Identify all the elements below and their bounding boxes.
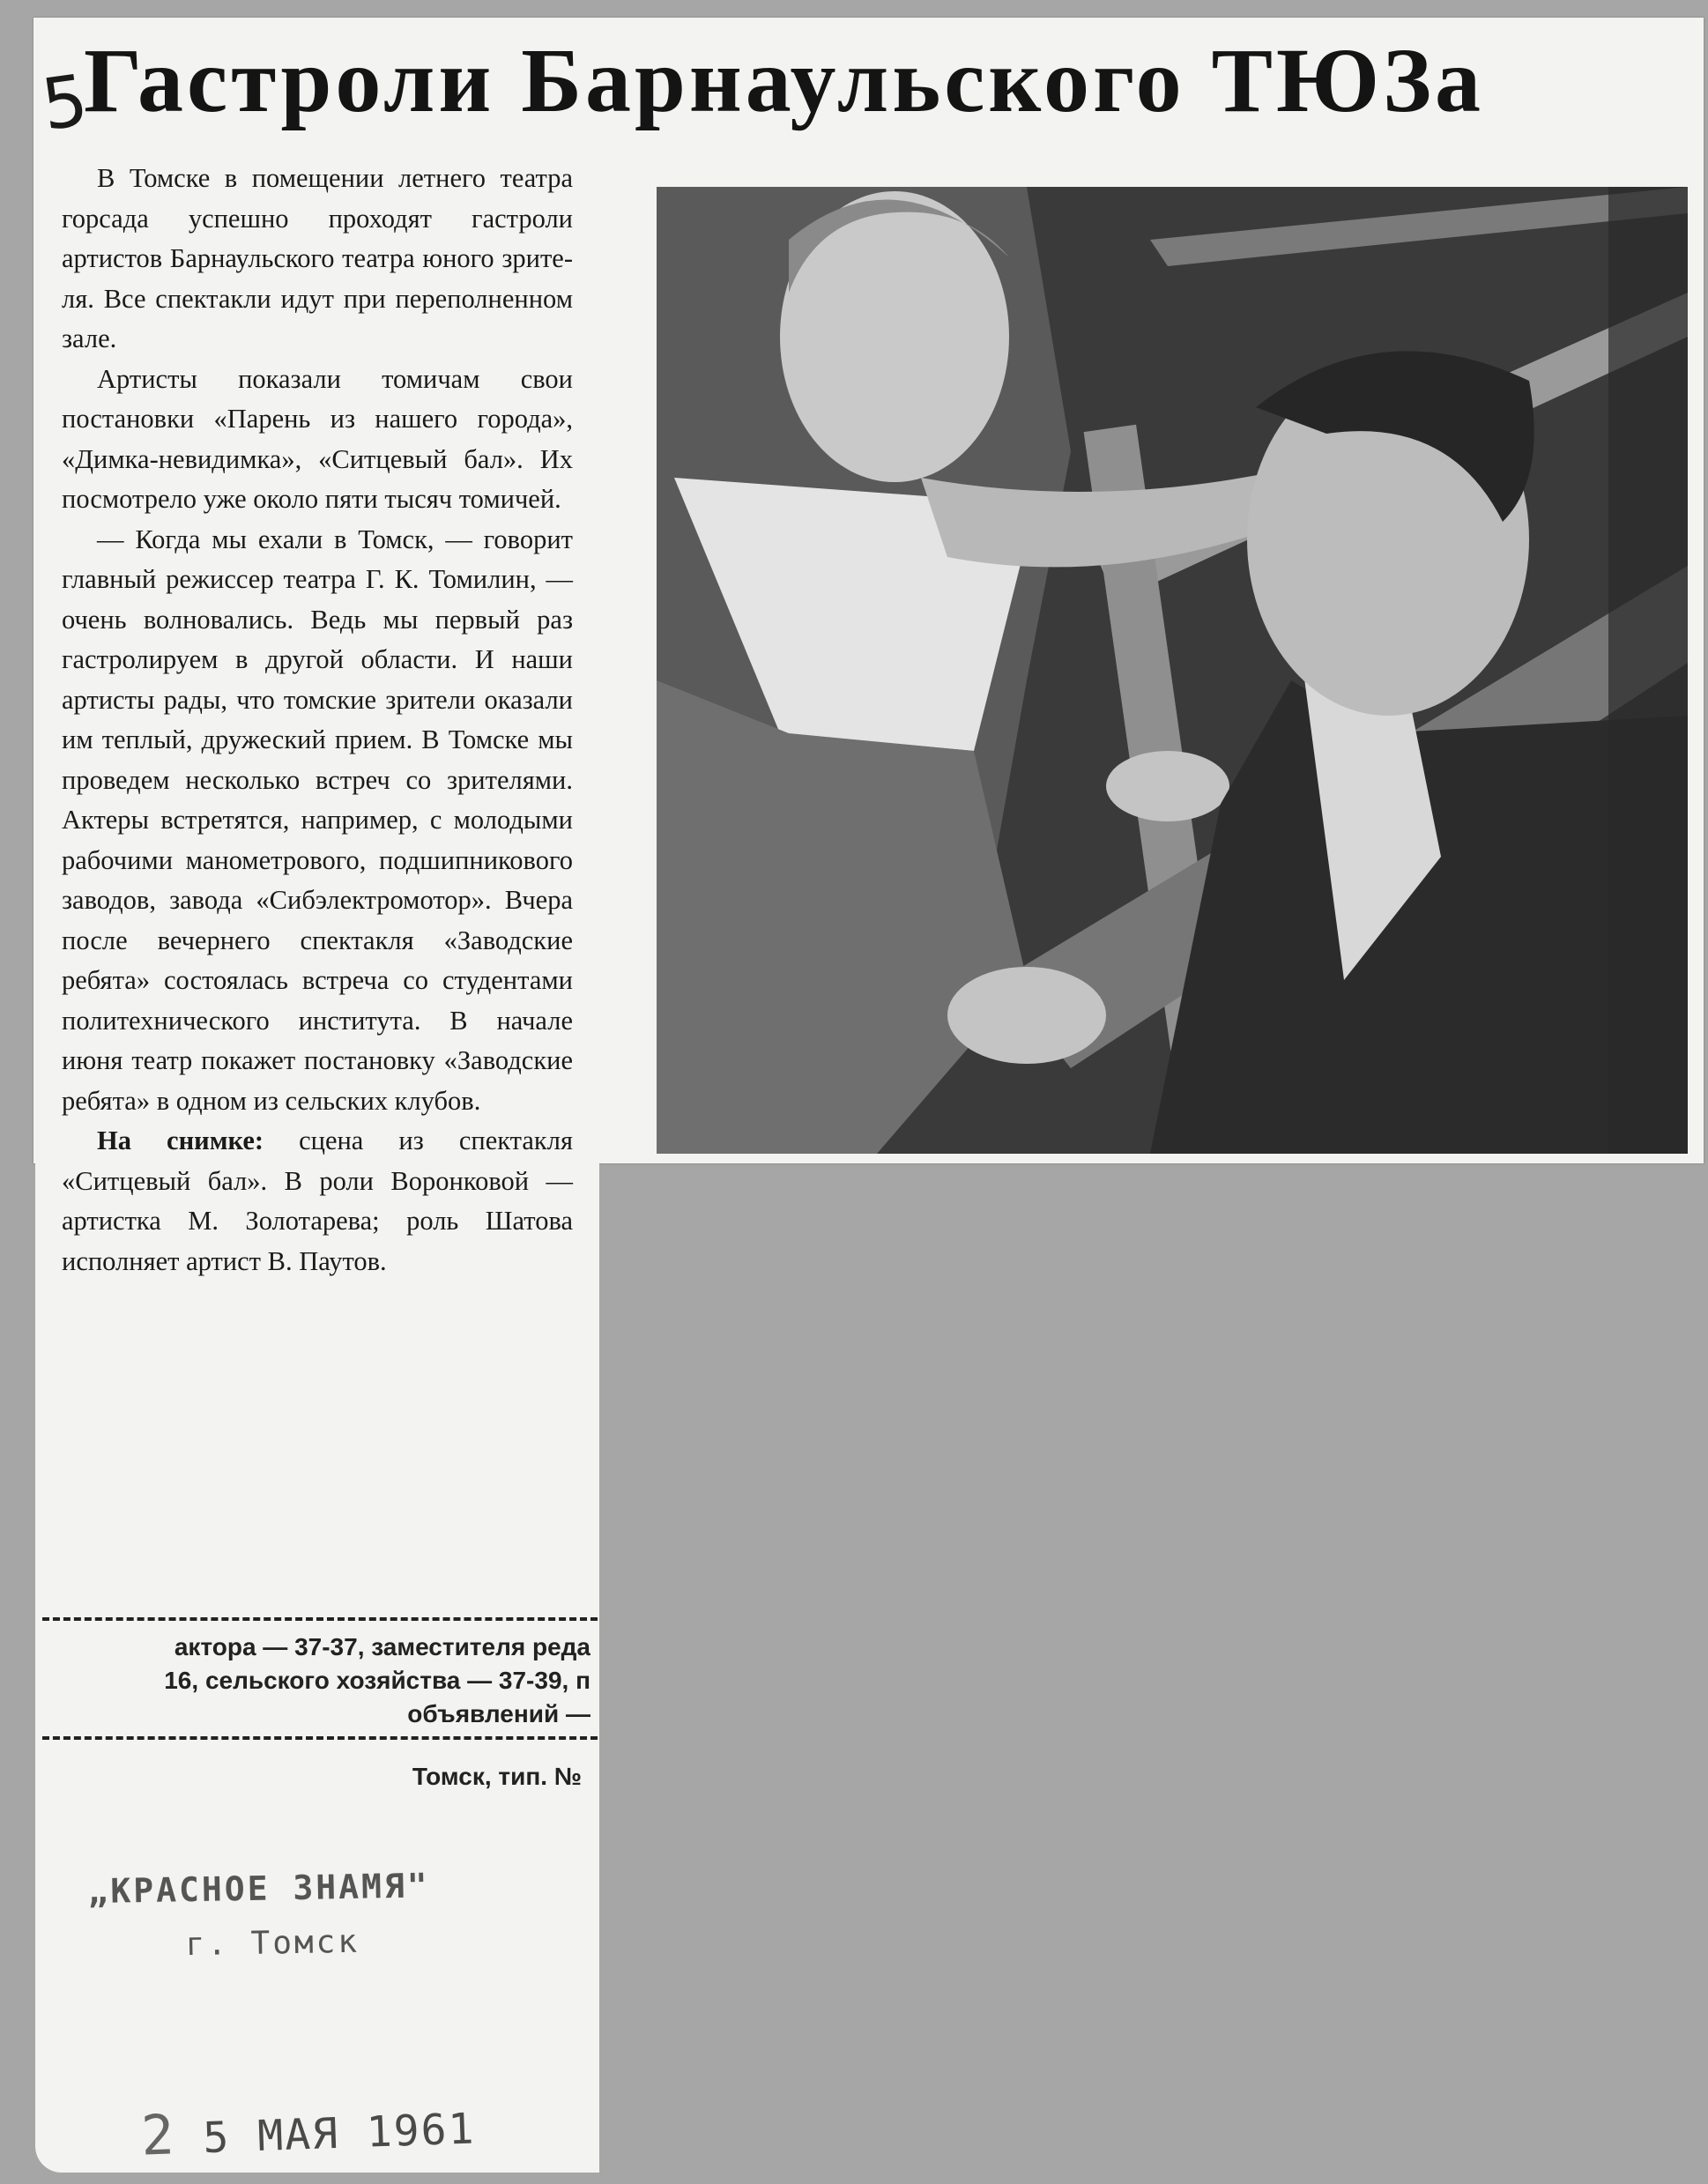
article-paragraph: В Томске в помещении летнего театра горсада успешно проходят гастроли артистов Барнаульского театра юного зрителя. Все спектакли идут при переполненном зале. (62, 163, 573, 353)
date-stamp (140, 2091, 477, 2167)
editorial-phones-footer (35, 1631, 590, 1731)
theatre-scene-photo (657, 187, 1688, 1154)
footer-line: объявлений — (407, 1700, 590, 1727)
stamp-city: г. Томск (185, 1923, 360, 1964)
footer-line: актора — 37-37, заместителя реда (174, 1633, 590, 1660)
photo-caption (62, 1121, 573, 1281)
footer-line: 16, сельского хозяйства — 37-39, п (164, 1667, 590, 1694)
printing-house-line: Томск, тип. № (412, 1763, 582, 1790)
photo-illustration (657, 187, 1688, 1154)
caption-text: сцена из спектакля «Ситцевый бал». В роли Воронковой — артистка М. Золотарева; роль Шатова исполняет артист В. Паутов. (62, 1125, 573, 1276)
newspaper-stamp (87, 1865, 503, 1965)
article-paragraph: Артисты показали томичам свои постановки «Парень из нашего города», «Димка-невидимка», «Ситцевый бал». Их посмотрело уже около пяти тысяч томичей. (62, 363, 573, 514)
date-stamp-digit: 2 (139, 2102, 177, 2168)
stamp-newspaper-name: „КРАСНОЕ ЗНАМЯ" (87, 1866, 431, 1912)
divider-rule (42, 1617, 598, 1621)
date-stamp-text: 5 МАЯ 1961 (202, 2104, 477, 2164)
handwritten-number: 5 (36, 58, 93, 147)
article-paragraph: — Когда мы ехали в Томск, — говорит главный режиссер театра Г. К. Томилин, — очень волновались. Ведь мы первый раз гастролируем в другой области. И наши артисты рады, что томские зрители оказали им теплый, дружеский прием. В Томске мы проведем несколько встреч со зрителями. Актеры встретятся, например, с молодыми рабочими манометрового, подшипникового заводов, завода «Сибэлектромотор». Вчера после вечернего спектакля «Заводские ребята» состоялась встреча со студентами политехнического института. В начале июня театр покажет постановку «Заводские ребята» в одном из сельских клубов. (62, 524, 573, 1116)
caption-lead: На снимке: (97, 1125, 264, 1155)
headline: Гастроли Барнаульского ТЮЗа (84, 30, 1484, 131)
divider-rule (42, 1736, 598, 1740)
article-body (62, 159, 573, 1281)
